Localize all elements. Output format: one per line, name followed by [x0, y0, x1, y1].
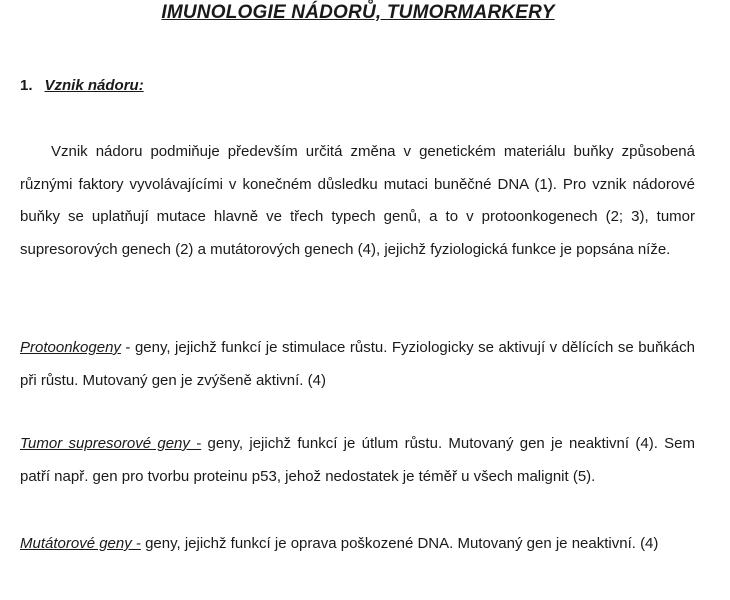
- definition-term: Tumor supresorové geny -: [20, 435, 202, 452]
- document-title: IMUNOLOGIE NÁDORŮ, TUMORMARKERY: [161, 2, 555, 23]
- section-number: 1.: [20, 77, 33, 94]
- intro-paragraph: Vznik nádoru podmiňuje především určitá změna v genetickém materiálu buňky způsobená různými faktory vyvolávajícími v konečném důsledku mutaci buněčné DNA (1). Pro vznik nádorové buňky se uplatňují mutace hlavně ve třech typech genů, a to v protoonkogenech (2; 3), tumor supresorových genech (2) a mutátorových genech (4), jejichž fyziologická funkce je popsána níže.: [20, 143, 695, 258]
- section-label: Vznik nádoru:: [44, 77, 144, 94]
- definition-term: Mutátorové geny -: [20, 535, 141, 552]
- definition-tumor-supresorove-geny: [20, 428, 695, 493]
- section-heading: [20, 77, 144, 94]
- definition-protoonkogeny: [20, 332, 695, 397]
- definition-text: - geny, jejichž funkcí je stimulace růstu. Fyziologicky se aktivují v dělících se buňkách při růstu. Mutovaný gen je zvýšeně aktivní. (4): [20, 339, 695, 389]
- definition-term: Protoonkogeny: [20, 339, 121, 356]
- definition-text: geny, jejichž funkcí je oprava poškozené DNA. Mutovaný gen je neaktivní. (4): [140, 535, 659, 552]
- definition-mutatorove-geny: [20, 528, 695, 561]
- definition-text: geny, jejichž funkcí je útlum růstu. Mutovaný gen je neaktivní (4). Sem patří např. gen pro tvorbu proteinu p53, jehož nedostatek je téměř u všech malignit (5).: [20, 435, 695, 485]
